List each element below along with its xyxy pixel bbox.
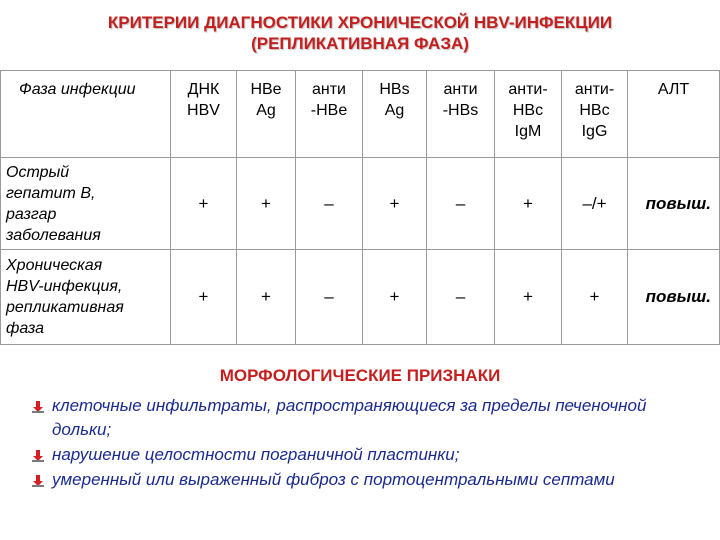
table-cell-alt: повыш. [628, 250, 720, 345]
table-cell: + [237, 250, 296, 345]
table-cell: + [363, 250, 427, 345]
table-header-row [1, 71, 720, 158]
header-dna-hbv: ДНК HBV [171, 71, 237, 158]
slide-title-line1: КРИТЕРИИ ДИАГНОСТИКИ ХРОНИЧЕСКОЙ HBV-ИНФЕКЦИИ [107, 13, 613, 32]
list-item [32, 394, 702, 442]
table-cell: + [562, 250, 628, 345]
header-anti-hbs: анти -HBs [427, 71, 495, 158]
header-hbeag: HBe Ag [237, 71, 296, 158]
table-row [1, 158, 720, 250]
header-anti-hbc-igg: анти- HBc IgG [562, 71, 628, 158]
row-label: Острый гепатит В, разгар заболевания [1, 158, 171, 250]
table-cell: – [427, 250, 495, 345]
table-cell: + [363, 158, 427, 250]
list-item-text: умеренный или выраженный фиброз с портоцентральными септами [52, 470, 615, 489]
table-cell: + [171, 250, 237, 345]
table-cell: + [237, 158, 296, 250]
list-item-text: нарушение целостности пограничной пластинки; [52, 445, 460, 464]
list-item [32, 468, 702, 492]
table-row [1, 250, 720, 345]
list-item-text: клеточные инфильтраты, распространяющиеся за пределы печеночной дольки; [52, 396, 647, 439]
header-anti-hbe: анти -HBe [296, 71, 363, 158]
table-cell: + [495, 158, 562, 250]
criteria-table [0, 70, 720, 345]
arrow-bullet-icon [32, 401, 44, 413]
slide-title [0, 12, 720, 54]
table-cell: + [171, 158, 237, 250]
morphology-title: МОРФОЛОГИЧЕСКИЕ ПРИЗНАКИ [219, 366, 501, 385]
table-cell: – [427, 158, 495, 250]
header-alt: АЛТ [628, 71, 720, 158]
table-cell-alt: повыш. [628, 158, 720, 250]
table-cell: + [495, 250, 562, 345]
row-label: Хроническая HBV-инфекция, репликативная фаза [1, 250, 171, 345]
morphology-list [32, 394, 702, 493]
slide-title-line2: (РЕПЛИКАТИВНАЯ ФАЗА) [251, 34, 469, 53]
header-anti-hbc-igm: анти- HBc IgM [495, 71, 562, 158]
arrow-bullet-icon [32, 475, 44, 487]
table-cell: – [296, 158, 363, 250]
list-item [32, 443, 702, 467]
arrow-bullet-icon [32, 450, 44, 462]
table-cell: – [296, 250, 363, 345]
header-phase: Фаза инфекции [1, 71, 171, 158]
header-hbsag: HBs Ag [363, 71, 427, 158]
table-cell: –/+ [562, 158, 628, 250]
